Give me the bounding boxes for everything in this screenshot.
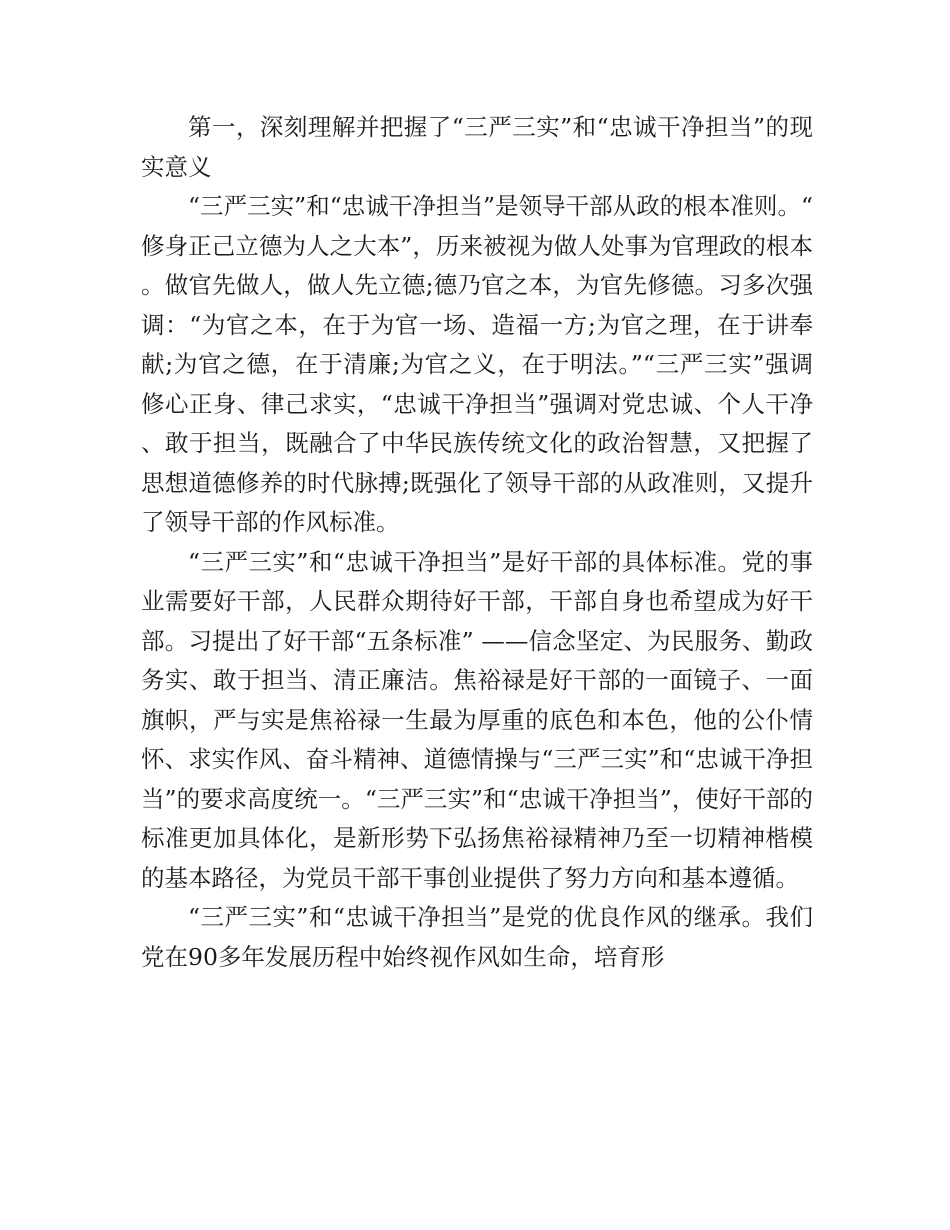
section-heading: 第一，深刻理解并把握了“三严三实”和“忠诚干净担当”的现实意义 — [141, 113, 813, 181]
document-body — [141, 108, 813, 977]
paragraph-political-principle: “三严三实”和“忠诚干净担当”是领导干部从政的根本准则。“修身正己立德为人之大本”，历来被视为做人处事为官理政的根本。做官先做人，做人先立德;德乃官之本，为官先修德。习多次强调：“为官之本，在于为官一场、造福一方;为官之理，在于讲奉献;为官之德，在于清廉;为官之义，在于明法。”“三严三实”强调修心正身、律己求实，“忠诚干净担当”强调对党忠诚、个人干净、敢于担当，既融合了中华民族传统文化的政治智慧，又把握了思想道德修养的时代脉搏;既强化了领导干部的从政准则，又提升了领导干部的作风标准。 — [141, 192, 813, 536]
paragraph-good-cadre-standard: “三严三实”和“忠诚干净担当”是好干部的具体标准。党的事业需要好干部，人民群众期待好干部，干部自身也希望成为好干部。习提出了好干部“五条标准” ——信念坚定、为民服务、勤政务实、敢于担当、清正廉洁。焦裕禄是好干部的一面镜子、一面旗帜，严与实是焦裕禄一生最为厚重的底色和本色，他的公仆情怀、求实作风、奋斗精神、道德情操与“三严三实”和“忠诚干净担当”的要求高度统一。“三严三实”和“忠诚干净担当”，使好干部的标准更加具体化，是新形势下弘扬焦裕禄精神乃至一切精神楷模的基本路径，为党员干部干事创业提供了努力方向和基本遵循。 — [141, 547, 813, 892]
paragraph-party-style: “三严三实”和“忠诚干净担当”是党的优良作风的继承。我们党在90多年发展历程中始终视作风如生命，培育形 — [141, 903, 813, 971]
